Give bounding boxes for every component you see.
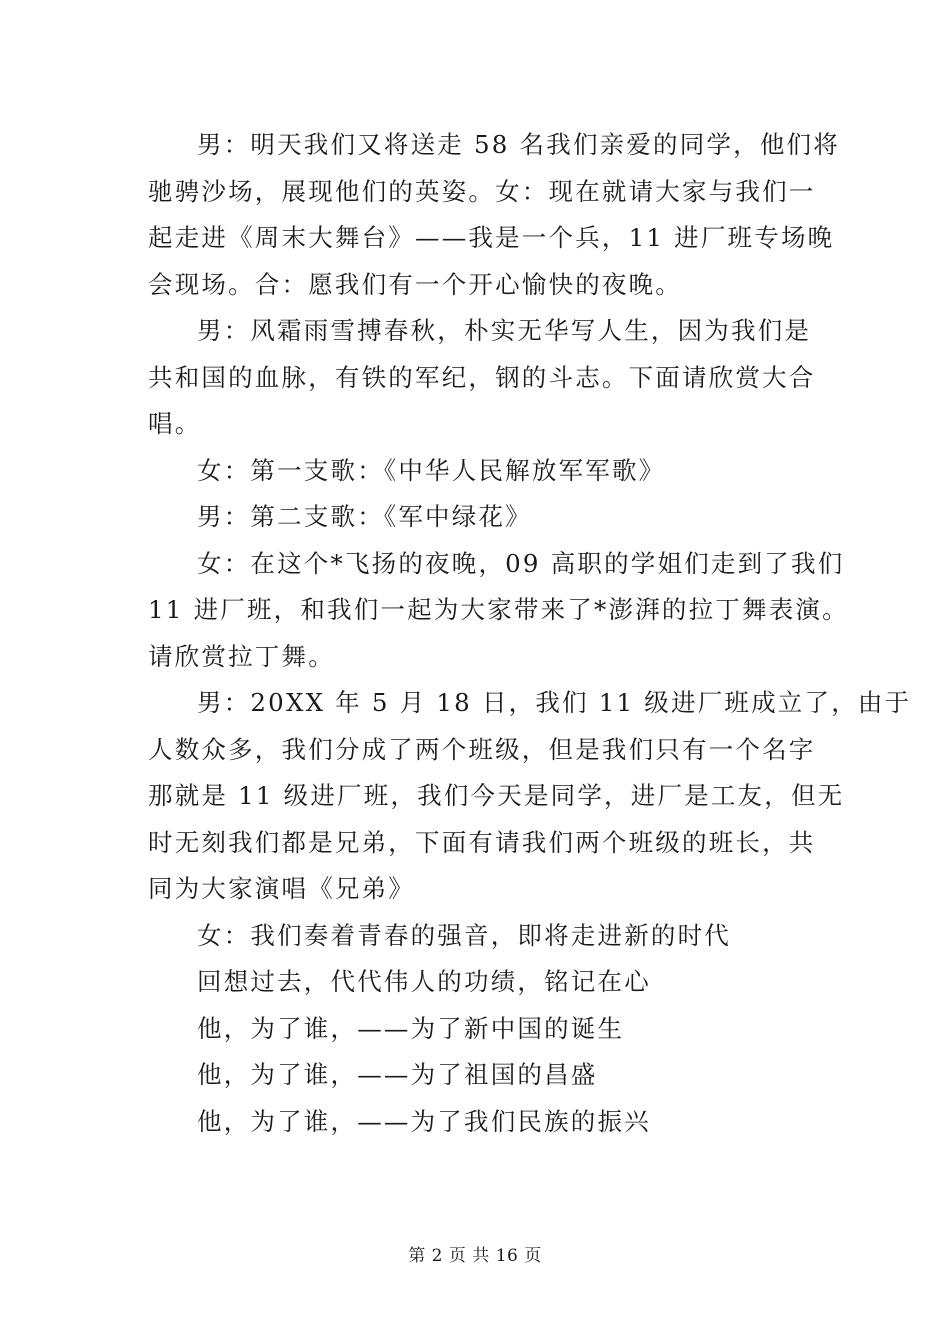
text-line: 他，为了谁，——为了祖国的昌盛 [197,1060,598,1089]
document-body [148,122,912,1145]
text-line: 那就是 11 级进厂班，我们今天是同学，进厂是工友，但无 [148,781,845,810]
text-line: 共和国的血脉，有铁的军纪，钢的斗志。下面请欣赏大合 [148,362,816,392]
text-line: 他，为了谁，——为了我们民族的振兴 [197,1106,651,1136]
text-line: 时无刻我们都是兄弟，下面有请我们两个班级的班长，共 [148,827,816,857]
text-line: 驰骋沙场，展现他们的英姿。女：现在就请大家与我们一 [148,176,816,206]
text-line: 女：第一支歌：《中华人民解放军军歌》 [197,455,666,485]
text-line: 11 进厂班，和我们一起为大家带来了*澎湃的拉丁舞表演。 [148,595,849,624]
page-footer [0,1241,950,1266]
text-line: 起走进《周末大舞台》——我是一个兵，11 进厂班专场晚 [148,223,835,252]
text-line: 会现场。合：愿我们有一个开心愉快的夜晚。 [148,269,682,299]
text-line: 女：在这个*飞扬的夜晚，09 高职的学姐们走到了我们 [197,548,845,578]
text-line: 唱。 [148,409,202,438]
text-line: 男：第二支歌：《军中绿花》 [197,502,532,531]
text-line: 男：20XX 年 5 月 18 日，我们 11 级进厂班成立了，由于 [197,688,912,717]
text-line: 请欣赏拉丁舞。 [148,641,335,671]
text-line: 女：我们奏着青春的强音，即将走进新的时代 [197,920,731,950]
text-line: 男：明天我们又将送走 58 名我们亲爱的同学，他们将 [197,130,840,159]
text-line: 回想过去，代代伟人的功绩，铭记在心 [197,967,651,996]
text-line: 男：风霜雨雪搏春秋，朴实无华写人生，因为我们是 [197,316,812,345]
text-line: 同为大家演唱《兄弟》 [148,874,415,903]
text-line: 他，为了谁，——为了新中国的诞生 [197,1013,625,1043]
text-line: 人数众多，我们分成了两个班级，但是我们只有一个名字 [148,734,816,764]
page-number: 第 2 页 共 16 页 [408,1246,542,1266]
